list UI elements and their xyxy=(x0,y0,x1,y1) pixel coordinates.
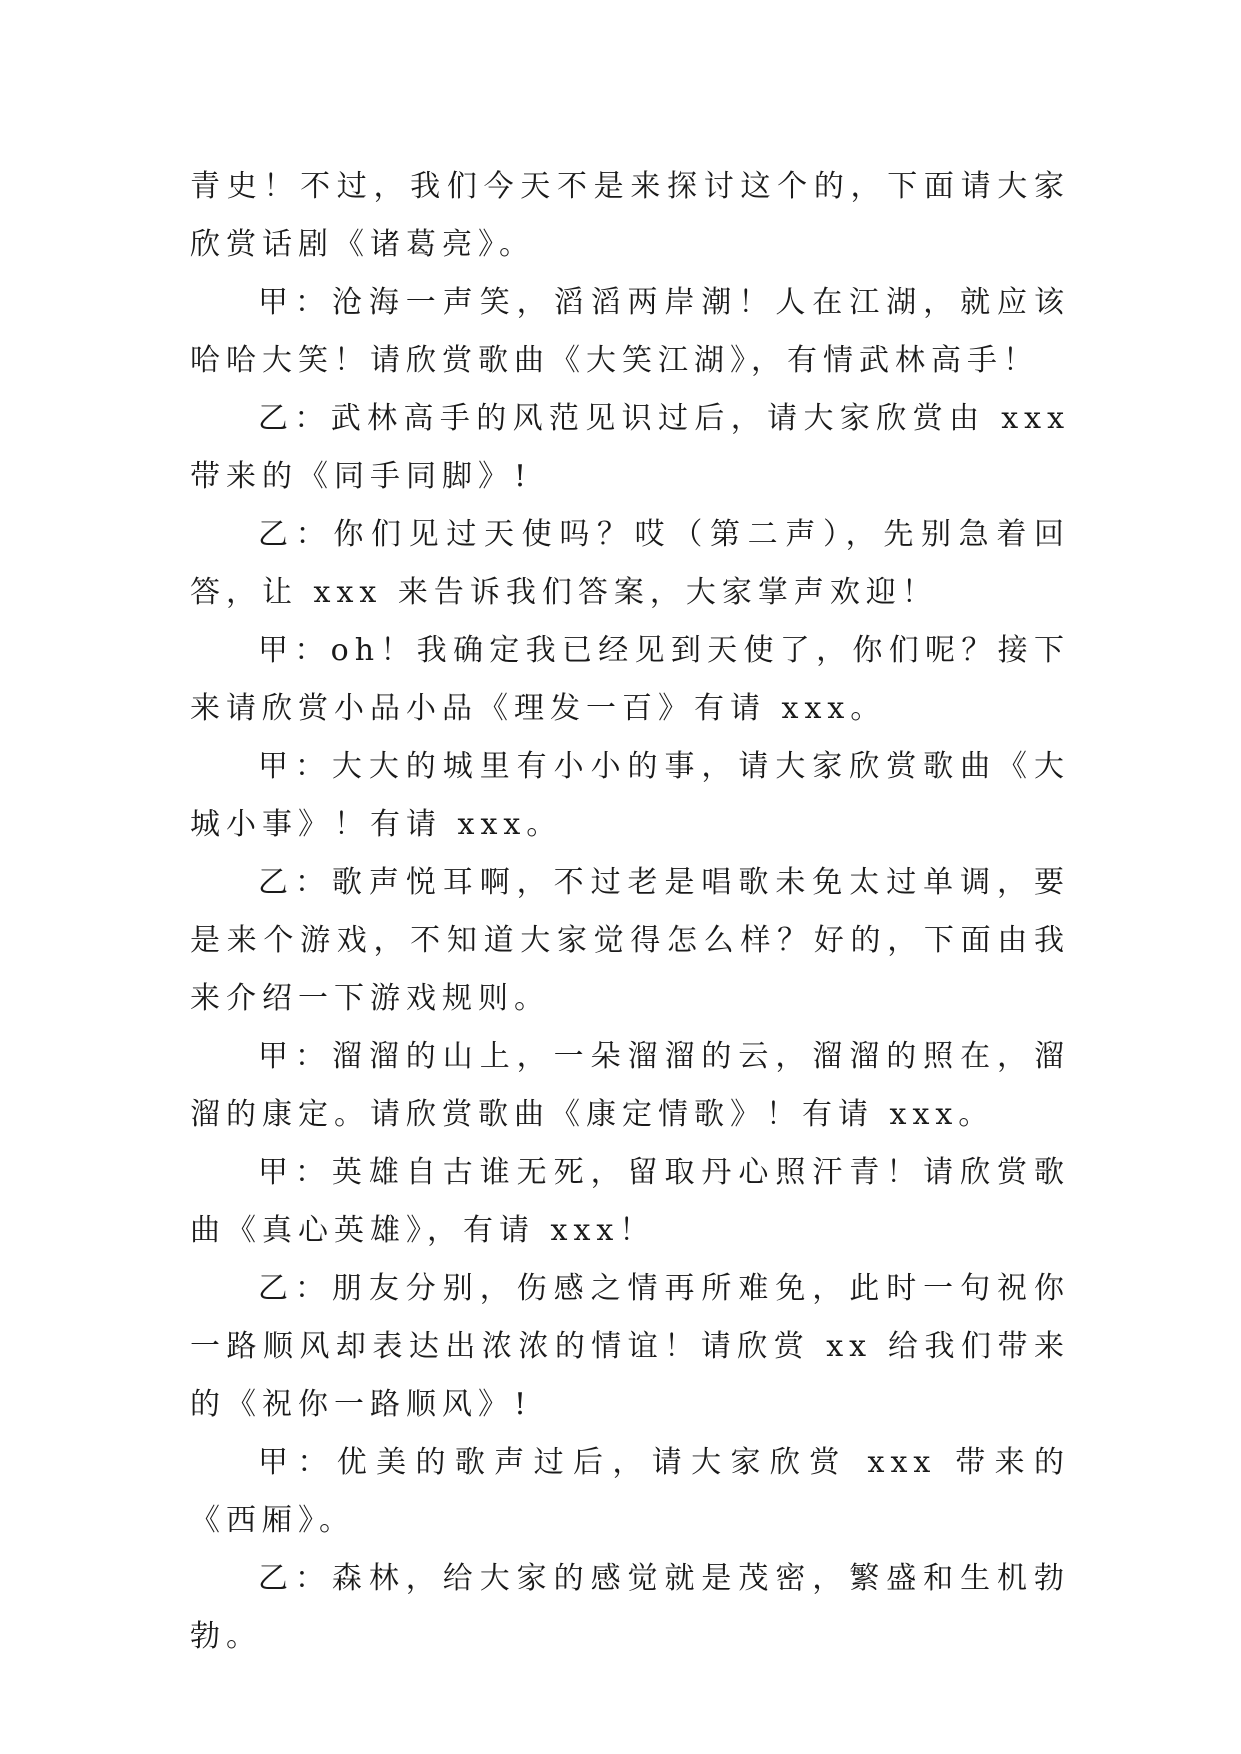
paragraph-1: 青史！不过，我们今天不是来探讨这个的，下面请大家欣赏话剧《诸葛亮》。 xyxy=(190,169,1070,262)
document-body xyxy=(190,158,1070,1666)
paragraph-11: 甲：优美的歌声过后，请大家欣赏 xxx 带来的《西厢》。 xyxy=(190,1445,1070,1538)
paragraph-6: 甲：大大的城里有小小的事，请大家欣赏歌曲《大城小事》！有请 xxx。 xyxy=(190,749,1070,842)
paragraph-4: 乙：你们见过天使吗？哎（第二声），先别急着回答，让 xxx 来告诉我们答案，大家掌声欢迎！ xyxy=(190,517,1070,610)
paragraph-9: 甲：英雄自古谁无死，留取丹心照汗青！请欣赏歌曲《真心英雄》，有请 xxx！ xyxy=(190,1155,1070,1248)
paragraph-2: 甲：沧海一声笑，滔滔两岸潮！人在江湖，就应该哈哈大笑！请欣赏歌曲《大笑江湖》，有情武林高手！ xyxy=(190,285,1070,378)
paragraph-5: 甲：oh！我确定我已经见到天使了，你们呢？接下来请欣赏小品小品《理发一百》有请 xxx。 xyxy=(190,633,1070,726)
paragraph-10: 乙：朋友分别，伤感之情再所难免，此时一句祝你一路顺风却表达出浓浓的情谊！请欣赏 xx 给我们带来的《祝你一路顺风》! xyxy=(190,1271,1070,1422)
paragraph-12: 乙：森林，给大家的感觉就是茂密，繁盛和生机勃勃。 xyxy=(190,1561,1070,1654)
paragraph-3: 乙：武林高手的风范见识过后，请大家欣赏由 xxx 带来的《同手同脚》! xyxy=(190,401,1070,494)
paragraph-8: 甲：溜溜的山上，一朵溜溜的云，溜溜的照在，溜溜的康定。请欣赏歌曲《康定情歌》！有请 xxx。 xyxy=(190,1039,1070,1132)
paragraph-7: 乙：歌声悦耳啊，不过老是唱歌未免太过单调，要是来个游戏，不知道大家觉得怎么样？好的，下面由我来介绍一下游戏规则。 xyxy=(190,865,1070,1016)
